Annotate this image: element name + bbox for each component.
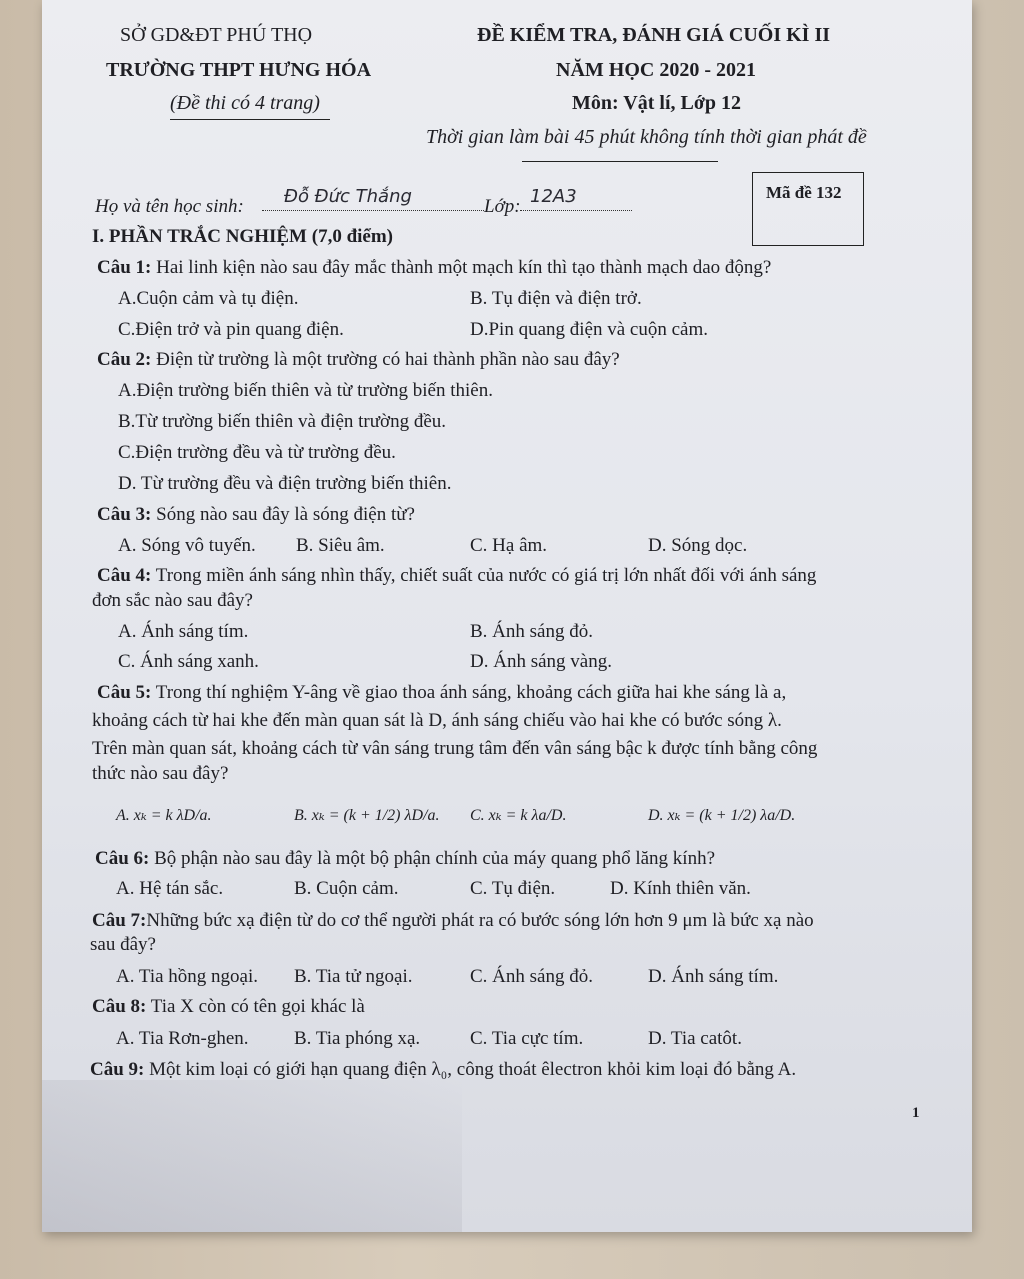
question-number: Câu 3: bbox=[97, 504, 152, 525]
option-c: C. Tia cực tím. bbox=[470, 1028, 584, 1049]
option-d-formula: D. xₖ = (k + 1/2) λa/D. bbox=[648, 807, 796, 824]
option-d: D.Pin quang điện và cuộn cảm. bbox=[470, 319, 708, 340]
question-number: Câu 5: bbox=[97, 682, 152, 703]
option-b: B. Tụ điện và điện trở. bbox=[470, 288, 642, 309]
question-5-line-4: thức nào sau đây? bbox=[92, 763, 229, 784]
question-text: Bộ phận nào sau đây là một bộ phận chính của máy quang phổ lăng kính? bbox=[149, 848, 716, 869]
question-number: Câu 8: bbox=[92, 996, 147, 1017]
class-handwriting: 12A3 bbox=[530, 186, 577, 207]
question-6 bbox=[95, 848, 715, 870]
header-right-underline bbox=[522, 161, 718, 162]
option-a: A. Tia hồng ngoại. bbox=[116, 966, 258, 987]
option-a-formula: A. xₖ = k λD/a. bbox=[116, 807, 212, 824]
section-title: I. PHẦN TRẮC NGHIỆM (7,0 điểm) bbox=[92, 226, 394, 247]
option-c: C. Ánh sáng đỏ. bbox=[470, 966, 593, 987]
question-7 bbox=[92, 910, 814, 932]
question-text: Hai linh kiện nào sau đây mắc thành một mạch kín thì tạo thành mạch dao động? bbox=[151, 257, 772, 278]
option-b: B. Ánh sáng đỏ. bbox=[470, 621, 593, 642]
option-b: B. Tia tử ngoại. bbox=[294, 966, 413, 987]
option-a: A.Cuộn cảm và tụ điện. bbox=[118, 288, 299, 309]
dept-name: SỞ GD&ĐT PHÚ THỌ bbox=[120, 24, 313, 46]
header-left-underline bbox=[170, 119, 330, 120]
option-d: D. Ánh sáng tím. bbox=[648, 966, 779, 987]
question-number: Câu 9: bbox=[90, 1059, 145, 1080]
option-a: A. Ánh sáng tím. bbox=[118, 621, 249, 642]
question-text: Một kim loại có giới hạn quang điện λ₀, công thoát êlectron khỏi kim loại đó bằng A. bbox=[144, 1059, 797, 1080]
question-5 bbox=[97, 682, 786, 704]
question-9 bbox=[90, 1059, 796, 1081]
option-c: C. Ánh sáng xanh. bbox=[118, 651, 259, 672]
option-c-formula: C. xₖ = k λa/D. bbox=[470, 807, 567, 824]
page-count-note: (Đề thi có 4 trang) bbox=[170, 92, 320, 114]
student-name-label: Họ và tên học sinh: bbox=[95, 196, 244, 217]
page-number: 1 bbox=[912, 1105, 920, 1121]
exam-title: ĐỀ KIỂM TRA, ĐÁNH GIÁ CUỐI KÌ II bbox=[477, 24, 831, 46]
option-a: A. Hệ tán sắc. bbox=[116, 878, 224, 899]
question-text: Trong miền ánh sáng nhìn thấy, chiết suất của nước có giá trị lớn nhất đối với ánh sáng bbox=[151, 565, 817, 586]
question-1 bbox=[97, 257, 771, 279]
question-5-line-3: Trên màn quan sát, khoảng cách từ vân sáng trung tâm đến vân sáng bậc k được tính bằng công bbox=[92, 738, 818, 759]
question-number: Câu 7: bbox=[92, 910, 147, 931]
option-c: C. Hạ âm. bbox=[470, 535, 548, 556]
option-b: B. Cuộn cảm. bbox=[294, 878, 399, 899]
option-d: D. Ánh sáng vàng. bbox=[470, 651, 612, 672]
question-text: Sóng nào sau đây là sóng điện từ? bbox=[151, 504, 415, 525]
option-c: C. Tụ điện. bbox=[470, 878, 556, 899]
question-number: Câu 2: bbox=[97, 349, 152, 370]
option-d: D. Từ trường đều và điện trường biến thiên. bbox=[118, 473, 452, 494]
question-number: Câu 1: bbox=[97, 257, 152, 278]
question-number: Câu 4: bbox=[97, 565, 152, 586]
student-name-handwriting: Đỗ Đức Thắng bbox=[284, 186, 412, 207]
student-name-field bbox=[262, 188, 484, 211]
option-c: C.Điện trường đều và từ trường đều. bbox=[118, 442, 396, 463]
option-d: D. Sóng dọc. bbox=[648, 535, 748, 556]
option-c: C.Điện trở và pin quang điện. bbox=[118, 319, 344, 340]
option-a: A. Tia Rơn-ghen. bbox=[116, 1028, 249, 1049]
option-b: B. Siêu âm. bbox=[296, 535, 385, 556]
class-field bbox=[520, 188, 632, 211]
question-3 bbox=[97, 504, 415, 526]
question-text: Tia X còn có tên gọi khác là bbox=[146, 996, 365, 1017]
option-b-formula: B. xₖ = (k + 1/2) λD/a. bbox=[294, 807, 440, 824]
option-d: D. Kính thiên văn. bbox=[610, 878, 751, 899]
question-4 bbox=[97, 565, 816, 587]
question-7-continued: sau đây? bbox=[90, 934, 156, 955]
option-a: A. Sóng vô tuyến. bbox=[118, 535, 256, 556]
option-d: D. Tia catôt. bbox=[648, 1028, 742, 1049]
question-5-line-2: khoảng cách từ hai khe đến màn quan sát là D, ánh sáng chiếu vào hai khe có bước sóng λ. bbox=[92, 710, 782, 731]
question-text: Trong thí nghiệm Y-âng về giao thoa ánh sáng, khoảng cách giữa hai khe sáng là a, bbox=[151, 682, 787, 703]
question-text: Những bức xạ điện từ do cơ thể người phát ra có bước sóng lớn hơn 9 μm là bức xạ nào bbox=[146, 910, 814, 931]
option-a: A.Điện trường biến thiên và từ trường biến thiên. bbox=[118, 380, 493, 401]
school-name: TRƯỜNG THPT HƯNG HÓA bbox=[106, 59, 372, 81]
option-b: B.Từ trường biến thiên và điện trường đều. bbox=[118, 411, 447, 432]
time-note: Thời gian làm bài 45 phút không tính thời gian phát đề bbox=[426, 126, 867, 148]
question-4-continued: đơn sắc nào sau đây? bbox=[92, 590, 253, 611]
question-8 bbox=[92, 996, 365, 1018]
question-number: Câu 6: bbox=[95, 848, 150, 869]
subject: Môn: Vật lí, Lớp 12 bbox=[572, 92, 742, 114]
school-year: NĂM HỌC 2020 - 2021 bbox=[556, 59, 756, 81]
class-label: Lớp: bbox=[484, 196, 521, 217]
question-text: Điện từ trường là một trường có hai thành phần nào sau đây? bbox=[151, 349, 620, 370]
question-2 bbox=[97, 349, 620, 371]
exam-code: Mã đề 132 bbox=[766, 183, 842, 202]
option-b: B. Tia phóng xạ. bbox=[294, 1028, 421, 1049]
